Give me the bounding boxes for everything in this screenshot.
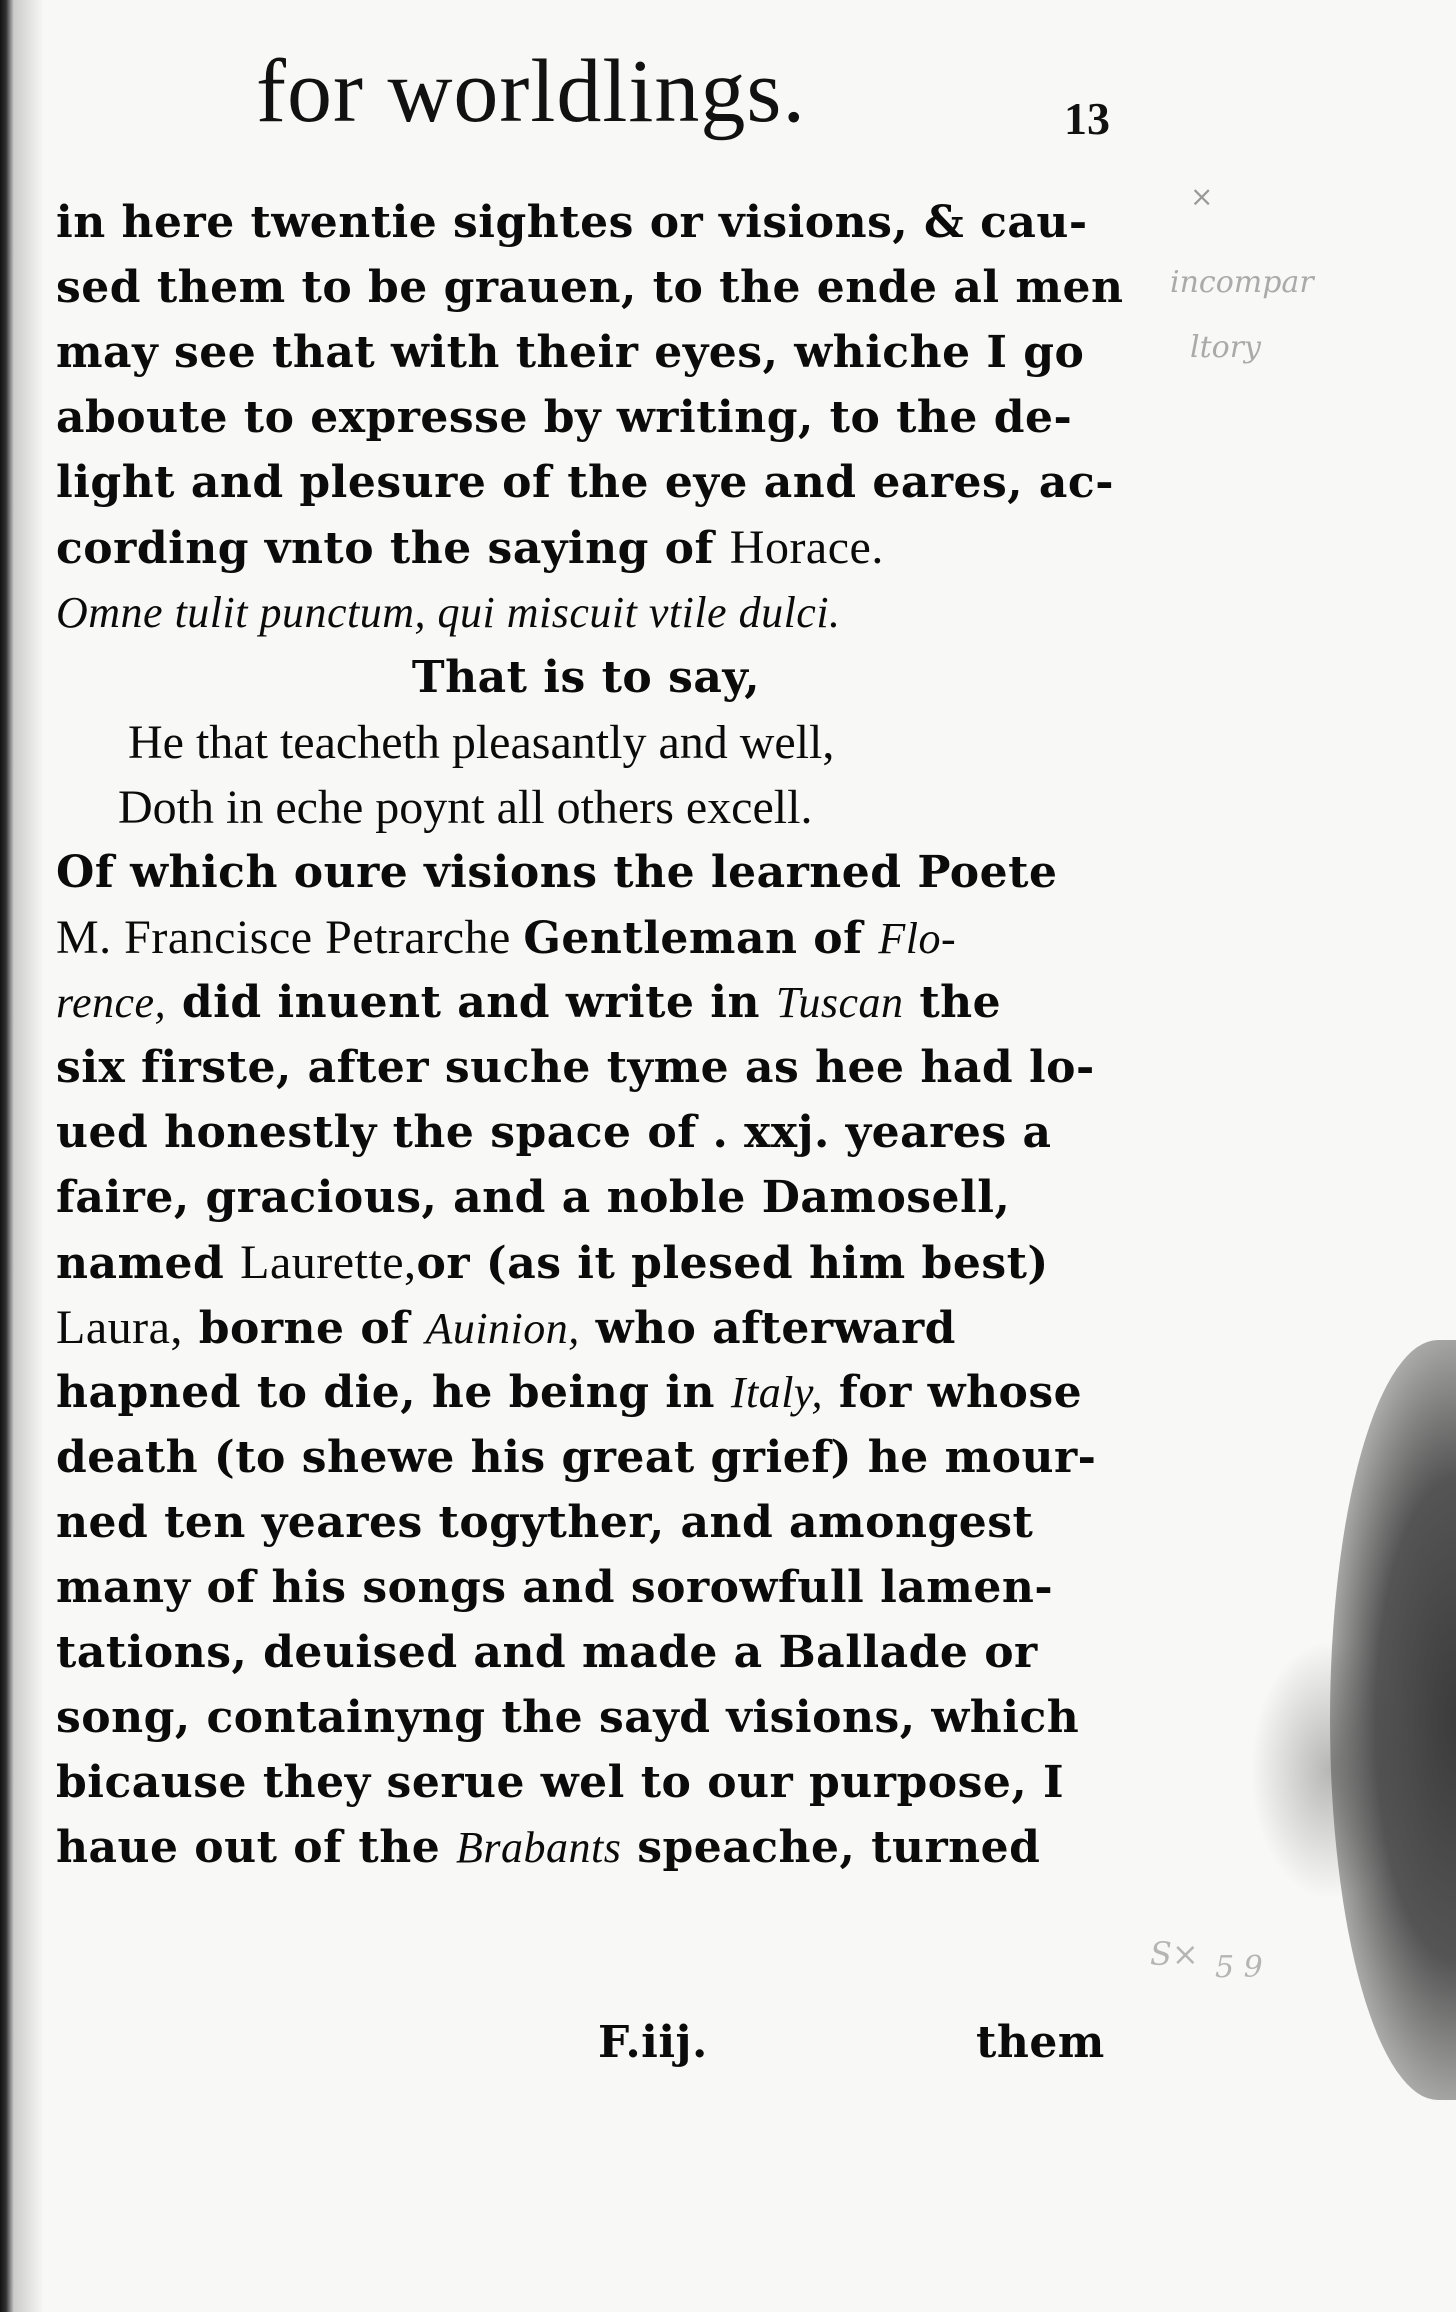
text-line: may see that with their eyes, whiche I go — [56, 327, 1085, 378]
text-line: M. Francisce Petrarche Gentleman of Flo- — [56, 911, 957, 964]
catchword: them — [976, 2017, 1105, 2068]
text-line: tations, deuised and made a Ballade or — [56, 1627, 1038, 1678]
text-line: in here twentie sightes or visions, & cau- — [56, 197, 1088, 248]
text-line: named Laurette,or (as it plesed him best) — [56, 1236, 1049, 1289]
text-line: Laura, borne of Auinion, who afterward — [56, 1301, 956, 1354]
text-line: ned ten yeares togyther, and amongest — [56, 1497, 1034, 1548]
text-line: aboute to expresse by writing, to the de- — [56, 392, 1073, 443]
text-line: faire, gracious, and a noble Damosell, — [56, 1172, 1011, 1223]
margin-note: incompar — [1170, 265, 1314, 300]
margin-note: ltory — [1190, 330, 1262, 365]
text-line: ued honestly the space of . xxj. yeares a — [56, 1107, 1052, 1158]
binding-edge — [0, 0, 14, 2312]
text-line: cording vnto the saying of Horace. — [56, 521, 884, 574]
margin-note: 5 9 — [1215, 1950, 1263, 1985]
text-line: six firste, after suche tyme as hee had lo- — [56, 1042, 1095, 1093]
verse-line: He that teacheth pleasantly and well, — [128, 716, 835, 769]
text-line: Of which oure visions the learned Poete — [56, 847, 1058, 898]
gutter-shadow — [14, 0, 44, 2312]
latin-quotation: Omne tulit punctum, qui miscuit vtile dulci. — [56, 588, 841, 637]
text-line: many of his songs and sorowfull lamen- — [56, 1562, 1054, 1613]
text-line: light and plesure of the eye and eares, ac- — [56, 457, 1114, 508]
text-line: hapned to die, he being in Italy, for whose — [56, 1367, 1083, 1418]
body-text — [56, 190, 1124, 1880]
verse-line: Doth in eche poynt all others excell. — [118, 781, 813, 834]
signature-mark: F.iij. — [598, 2017, 708, 2068]
text-line: bicause they serue wel to our purpose, I — [56, 1757, 1065, 1808]
text-line: sed them to be grauen, to the ende al men — [56, 262, 1124, 313]
heading-that-is-to-say: That is to say, — [411, 652, 761, 703]
name-horace: Horace. — [729, 521, 884, 574]
text-line: rence, did inuent and write in Tuscan the — [56, 977, 1002, 1028]
text-line: haue out of the Brabants speache, turned — [56, 1822, 1041, 1873]
page-number: 13 — [1064, 93, 1110, 144]
margin-note: × — [1190, 180, 1214, 213]
text-line: death (to shewe his great grief) he mour- — [56, 1432, 1097, 1483]
page-stain-faint — [1250, 1640, 1410, 1900]
text-line: song, containyng the sayd visions, which — [56, 1692, 1080, 1743]
running-title: for worldlings. — [256, 42, 806, 141]
margin-note: S× — [1150, 1935, 1199, 1973]
